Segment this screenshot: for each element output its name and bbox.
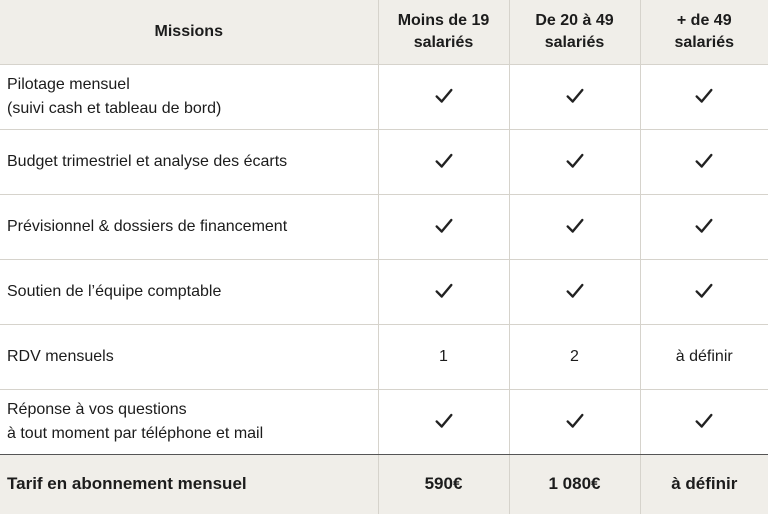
cell-over-49: à définir [640, 324, 768, 389]
price-under-19: 590€ [378, 454, 509, 514]
cell-over-49 [640, 259, 768, 324]
cell-under-19: 1 [378, 324, 509, 389]
cell-over-49 [640, 64, 768, 129]
cell-20-49 [509, 129, 640, 194]
check-icon [693, 150, 715, 172]
table-row [0, 64, 768, 129]
table-row [0, 259, 768, 324]
header-row [0, 0, 768, 64]
cell-under-19 [378, 129, 509, 194]
header-under-19: Moins de 19 salariés [378, 0, 509, 64]
cell-under-19 [378, 259, 509, 324]
price-over-49: à définir [640, 454, 768, 514]
check-icon [564, 280, 586, 302]
mission-label: RDV mensuels [0, 324, 378, 389]
mission-label: Soutien de l’équipe comptable [0, 259, 378, 324]
table-row [0, 324, 768, 389]
check-icon [433, 280, 455, 302]
check-icon [693, 280, 715, 302]
table-row [0, 389, 768, 454]
mission-label: Prévisionnel & dossiers de financement [0, 194, 378, 259]
check-icon [564, 150, 586, 172]
cell-over-49 [640, 129, 768, 194]
mission-label: Réponse à vos questions à tout moment par téléphone et mail [0, 389, 378, 454]
cell-over-49 [640, 194, 768, 259]
cell-20-49: 2 [509, 324, 640, 389]
header-over-49: + de 49 salariés [640, 0, 768, 64]
cell-20-49 [509, 389, 640, 454]
table-row [0, 129, 768, 194]
mission-label: Budget trimestriel et analyse des écarts [0, 129, 378, 194]
check-icon [693, 85, 715, 107]
check-icon [564, 85, 586, 107]
cell-over-49 [640, 389, 768, 454]
table-footer [0, 454, 768, 514]
cell-under-19 [378, 64, 509, 129]
check-icon [433, 85, 455, 107]
header-missions: Missions [0, 0, 378, 64]
price-20-49: 1 080€ [509, 454, 640, 514]
table-header [0, 0, 768, 64]
check-icon [564, 215, 586, 237]
table-row [0, 194, 768, 259]
check-icon [433, 150, 455, 172]
header-20-49: De 20 à 49 salariés [509, 0, 640, 64]
cell-under-19 [378, 194, 509, 259]
check-icon [693, 215, 715, 237]
check-icon [564, 410, 586, 432]
cell-20-49 [509, 194, 640, 259]
mission-label: Pilotage mensuel (suivi cash et tableau de bord) [0, 64, 378, 129]
pricing-row [0, 454, 768, 514]
check-icon [433, 215, 455, 237]
check-icon [693, 410, 715, 432]
check-icon [433, 410, 455, 432]
cell-under-19 [378, 389, 509, 454]
table-body [0, 64, 768, 454]
cell-20-49 [509, 64, 640, 129]
cell-20-49 [509, 259, 640, 324]
pricing-label: Tarif en abonnement mensuel [0, 454, 378, 514]
